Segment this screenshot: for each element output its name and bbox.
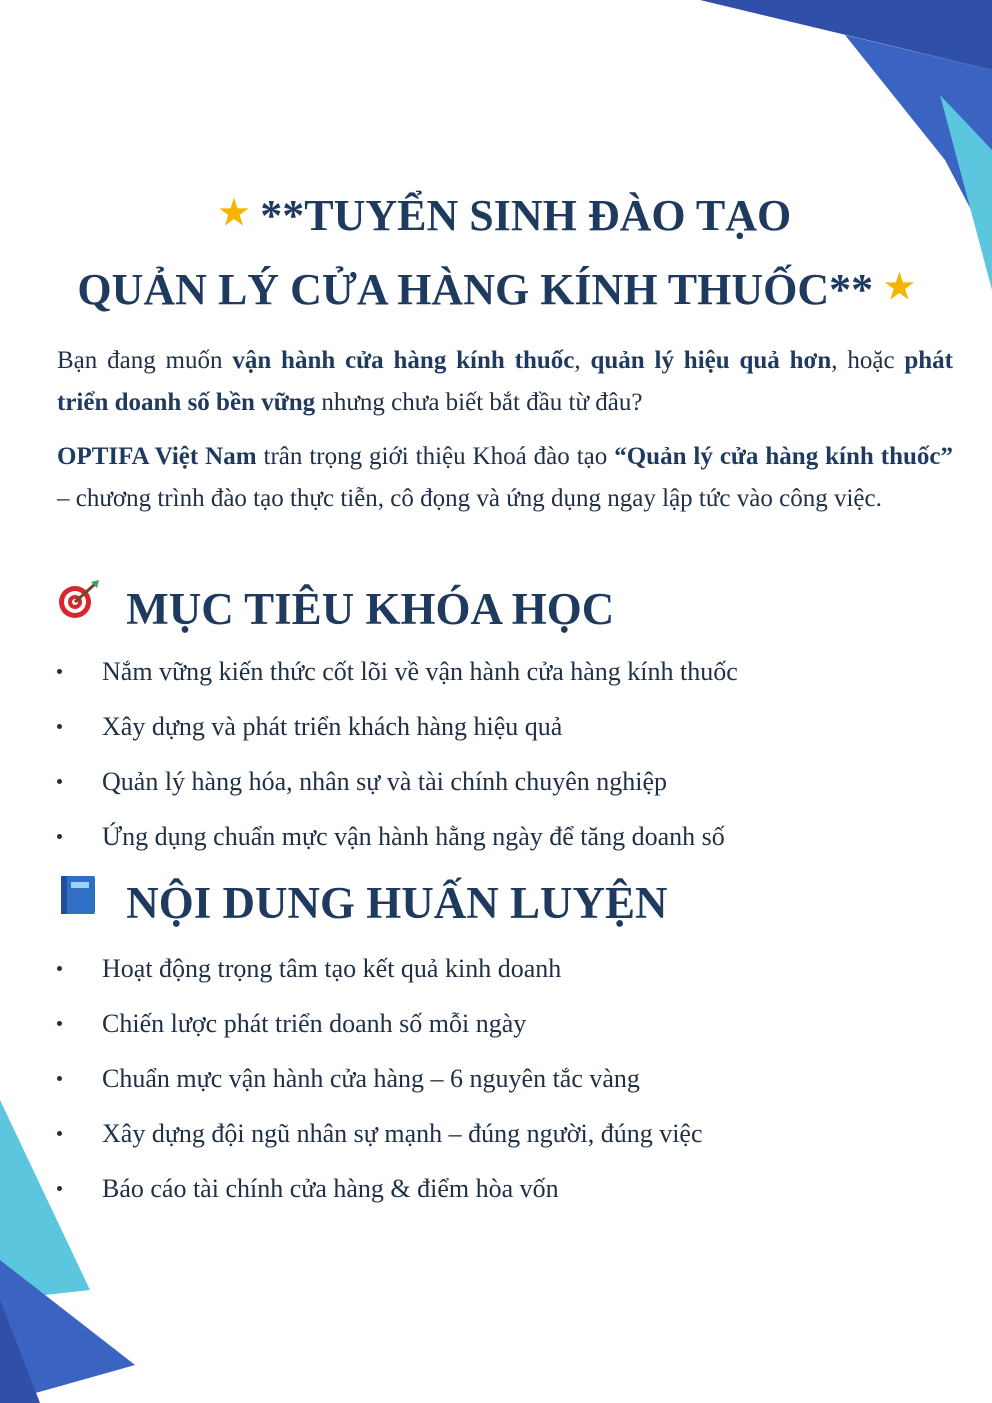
target-icon <box>57 580 101 620</box>
list-item-text: Nắm vững kiến thức cốt lõi về vận hành cửa hàng kính thuốc <box>102 657 738 686</box>
star-icon: ★ <box>218 195 250 232</box>
intro-paragraph-1 <box>57 340 953 424</box>
bullet-icon <box>57 1131 62 1136</box>
title-text-2: QUẢN LÝ CỬA HÀNG KÍNH THUỐC** <box>77 265 874 314</box>
star-icon: ★ <box>884 269 915 306</box>
list-item <box>57 953 703 1008</box>
title-line-1 <box>0 190 992 241</box>
section-heading-goals <box>57 580 614 635</box>
list-item-text: Xây dựng và phát triển khách hàng hiệu quả <box>102 712 563 741</box>
bullet-icon <box>57 1021 62 1026</box>
text-run: , <box>574 347 591 374</box>
list-item <box>57 1118 703 1173</box>
text-run: “Quản lý cửa hàng kính thuốc” <box>614 443 953 470</box>
text-run: nhưng chưa biết bắt đầu từ đâu? <box>315 389 643 416</box>
section-heading-text: NỘI DUNG HUẤN LUYỆN <box>126 878 668 928</box>
bullet-icon <box>57 779 62 784</box>
text-run: phát triển doanh số bền vững <box>57 347 954 416</box>
book-icon <box>57 874 101 914</box>
content-list <box>57 953 703 1228</box>
list-item <box>57 821 738 876</box>
text-run: – chương trình đào tạo thực tiễn, cô đọng và ứng dụng ngay lập tức vào công việc. <box>57 485 882 512</box>
text-run: quản lý hiệu quả hơn <box>590 347 832 374</box>
bullet-icon <box>57 966 62 971</box>
list-item-text: Quản lý hàng hóa, nhân sự và tài chính chuyên nghiệp <box>102 767 668 796</box>
list-item-text: Xây dựng đội ngũ nhân sự mạnh – đúng người, đúng việc <box>102 1119 703 1148</box>
bullet-icon <box>57 724 62 729</box>
list-item-text: Báo cáo tài chính cửa hàng & điểm hòa vốn <box>102 1174 559 1203</box>
text-run: Bạn đang muốn <box>57 347 233 374</box>
list-item <box>57 766 738 821</box>
list-item-text: Chiến lược phát triển doanh số mỗi ngày <box>102 1009 527 1038</box>
bullet-icon <box>57 1186 62 1191</box>
bullet-icon <box>57 834 62 839</box>
text-run: OPTIFA Việt Nam <box>57 443 257 470</box>
list-item <box>57 1008 703 1063</box>
title-text-1: **TUYỂN SINH ĐÀO TẠO <box>260 191 792 240</box>
list-item-text: Chuẩn mực vận hành cửa hàng – 6 nguyên tắc vàng <box>102 1064 640 1093</box>
list-item-text: Hoạt động trọng tâm tạo kết quả kinh doanh <box>102 954 562 983</box>
section-heading-text: MỤC TIÊU KHÓA HỌC <box>126 584 615 634</box>
text-run: , hoặc <box>831 347 905 374</box>
list-item-text: Ứng dụng chuẩn mực vận hành hằng ngày để tăng doanh số <box>102 822 725 851</box>
text-run: vận hành cửa hàng kính thuốc <box>232 347 575 374</box>
text-run: trân trọng giới thiệu Khoá đào tạo <box>256 443 615 470</box>
goals-list <box>57 656 738 876</box>
intro-paragraph-2 <box>57 436 953 520</box>
title-line-2 <box>0 264 992 315</box>
bullet-icon <box>57 669 62 674</box>
list-item <box>57 711 738 766</box>
list-item <box>57 1173 703 1228</box>
list-item <box>57 1063 703 1118</box>
list-item <box>57 656 738 711</box>
section-heading-content <box>57 874 668 929</box>
bullet-icon <box>57 1076 62 1081</box>
